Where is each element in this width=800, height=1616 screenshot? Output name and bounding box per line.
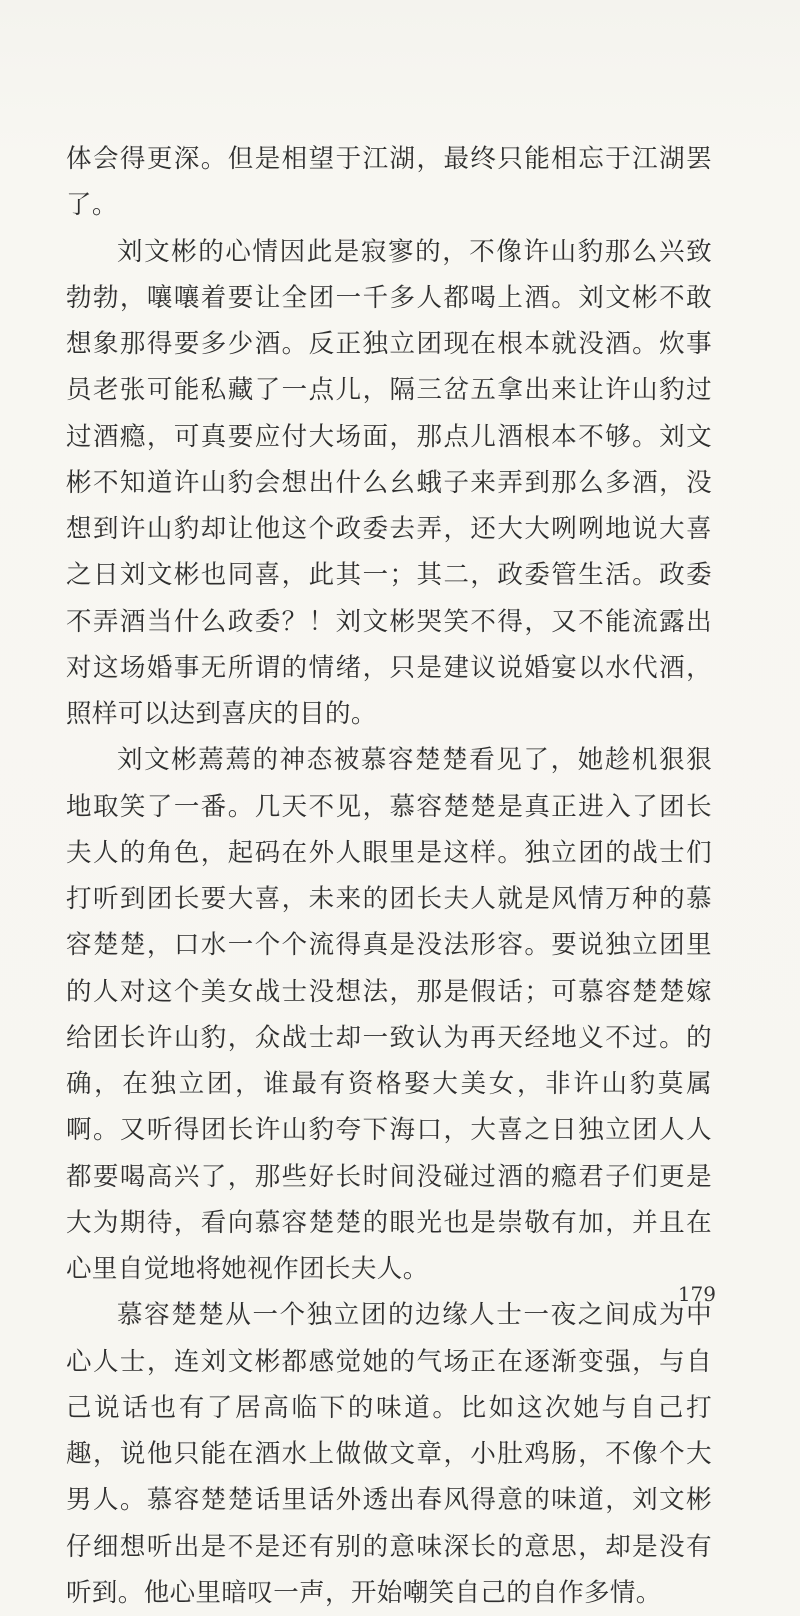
page-number: 179 <box>677 1282 716 1306</box>
paragraph: 刘文彬的心情因此是寂寥的，不像许山豹那么兴致勃勃，嚷嚷着要让全团一千多人都喝上酒。刘文彬不敢想象那得要多少酒。反正独立团现在根本就没酒。炊事员老张可能私藏了一点儿，隔三岔五拿出来让许山豹过过酒瘾，可真要应付大场面，那点儿酒根本不够。刘文彬不知道许山豹会想出什么幺蛾子来弄到那么多酒，没想到许山豹却让他这个政委去弄，还大大咧咧地说大喜之日刘文彬也同喜，此其一；其二，政委管生活。政委不弄酒当什么政委？！刘文彬哭笑不得，又不能流露出对这场婚事无所谓的情绪，只是建议说婚宴以水代酒，照样可以达到喜庆的目的。 <box>66 236 712 729</box>
paragraph-continuation: 体会得更深。但是相望于江湖，最终只能相忘于江湖罢了。 <box>66 144 712 221</box>
body-text <box>66 136 712 1616</box>
paragraph: 慕容楚楚从一个独立团的边缘人士一夜之间成为中心人士，连刘文彬都感觉她的气场正在逐渐变强，与自己说话也有了居高临下的味道。比如这次她与自己打趣，说他只能在酒水上做做文章，小肚鸡肠，不像个大男人。慕容楚楚话里话外透出春风得意的味道，刘文彬仔细想听出是不是还有别的意味深长的意思，却是没有听到。他心里暗叹一声，开始嘲笑自己的自作多情。 <box>66 1300 712 1608</box>
paragraph: 刘文彬蔫蔫的神态被慕容楚楚看见了，她趁机狠狠地取笑了一番。几天不见，慕容楚楚是真正进入了团长夫人的角色，起码在外人眼里是这样。独立团的战士们打听到团长要大喜，未来的团长夫人就是风情万种的慕容楚楚，口水一个个流得真是没法形容。要说独立团里的人对这个美女战士没想法，那是假话；可慕容楚楚嫁给团长许山豹，众战士却一致认为再天经地义不过。的确，在独立团，谁最有资格娶大美女，非许山豹莫属啊。又听得团长许山豹夸下海口，大喜之日独立团人人都要喝高兴了，那些好长时间没碰过酒的瘾君子们更是大为期待，看向慕容楚楚的眼光也是崇敬有加，并且在心里自觉地将她视作团长夫人。 <box>66 745 712 1284</box>
